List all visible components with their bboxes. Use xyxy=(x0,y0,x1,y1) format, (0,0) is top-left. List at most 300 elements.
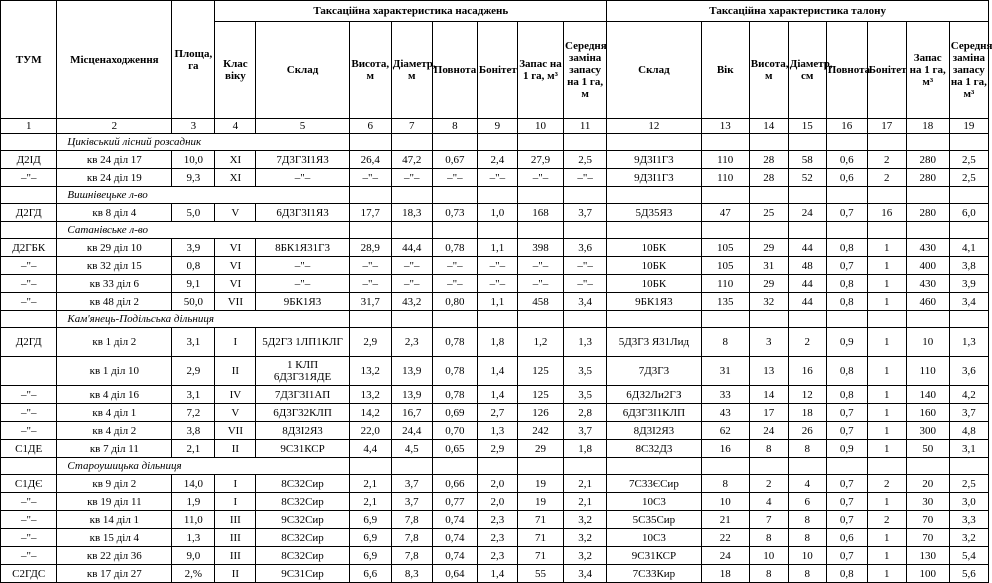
empty-cell xyxy=(826,134,867,151)
table-cell: 3,2 xyxy=(564,511,607,529)
table-cell: 47,2 xyxy=(391,151,432,169)
section-row xyxy=(1,458,989,475)
table-cell: 1,9 xyxy=(172,493,215,511)
col-header-4: Клас віку xyxy=(215,22,256,119)
table-cell: 0,73 xyxy=(432,204,477,222)
empty-cell xyxy=(701,311,749,328)
table-cell: IV xyxy=(215,386,256,404)
table-cell: 10БК xyxy=(607,239,701,257)
table-cell: 2,3 xyxy=(477,511,517,529)
empty-cell xyxy=(949,134,988,151)
empty-cell xyxy=(564,134,607,151)
table-cell: 44 xyxy=(788,275,826,293)
table-cell: 6,6 xyxy=(349,565,391,583)
empty-cell xyxy=(432,222,477,239)
table-cell: кв 32 діл 15 xyxy=(57,257,172,275)
table-cell: 3 xyxy=(749,328,788,357)
table-cell: 2 xyxy=(867,475,906,493)
table-cell: 1 xyxy=(867,422,906,440)
table-cell: 18 xyxy=(788,404,826,422)
table-cell: 2,1 xyxy=(172,440,215,458)
table-row xyxy=(1,275,989,293)
table-cell: кв 1 діл 2 xyxy=(57,328,172,357)
empty-cell xyxy=(826,458,867,475)
table-cell: 3,8 xyxy=(949,257,988,275)
table-cell: III xyxy=(215,547,256,565)
section-row xyxy=(1,311,989,328)
table-cell: 2,5 xyxy=(949,475,988,493)
table-cell: 2,4 xyxy=(477,151,517,169)
table-cell: кв 4 діл 2 xyxy=(57,422,172,440)
table-cell: 2,8 xyxy=(564,404,607,422)
table-cell: 9С31КСР xyxy=(256,440,349,458)
table-cell: 3,2 xyxy=(564,547,607,565)
column-number: 17 xyxy=(867,119,906,134)
table-cell: 1 xyxy=(867,440,906,458)
column-number: 4 xyxy=(215,119,256,134)
table-cell: 2,9 xyxy=(349,328,391,357)
table-row xyxy=(1,440,989,458)
table-cell: 0,7 xyxy=(826,257,867,275)
column-number: 12 xyxy=(607,119,701,134)
table-cell: 8 xyxy=(749,565,788,583)
table-cell: VI xyxy=(215,239,256,257)
table-cell: 430 xyxy=(906,275,949,293)
table-cell: 1,3 xyxy=(564,328,607,357)
empty-cell xyxy=(349,311,391,328)
table-cell: 1,2 xyxy=(517,328,563,357)
table-cell: 8С32Сир xyxy=(256,475,349,493)
col-header-13: Вік xyxy=(701,22,749,119)
table-cell: 2,1 xyxy=(564,475,607,493)
table-cell: Д2ІД xyxy=(1,151,57,169)
column-number: 11 xyxy=(564,119,607,134)
table-cell: 105 xyxy=(701,257,749,275)
empty-cell xyxy=(788,458,826,475)
table-cell: 5С35Сир xyxy=(607,511,701,529)
table-cell: 3,6 xyxy=(564,239,607,257)
table-cell: 24 xyxy=(788,204,826,222)
col-header-10: Запас на 1 га, м³ xyxy=(517,22,563,119)
table-cell: 2,9 xyxy=(477,440,517,458)
table-cell: 0,69 xyxy=(432,404,477,422)
table-cell: 0,8 xyxy=(826,275,867,293)
table-cell: 2,3 xyxy=(477,529,517,547)
table-cell: 50 xyxy=(906,440,949,458)
empty-cell xyxy=(906,134,949,151)
table-row xyxy=(1,511,989,529)
col-header-6: Висота, м xyxy=(349,22,391,119)
col-header-16: Повнота xyxy=(826,22,867,119)
table-cell: 10 xyxy=(749,547,788,565)
empty-cell xyxy=(349,222,391,239)
empty-cell xyxy=(788,134,826,151)
table-cell: 3,7 xyxy=(564,422,607,440)
table-cell: 2 xyxy=(867,169,906,187)
table-cell: 2,% xyxy=(172,565,215,583)
table-row xyxy=(1,204,989,222)
col-header-tum: ТУМ xyxy=(1,1,57,119)
table-cell: 20 xyxy=(906,475,949,493)
table-cell: 0,7 xyxy=(826,404,867,422)
table-cell: 25 xyxy=(749,204,788,222)
empty-cell xyxy=(701,187,749,204)
table-cell: –"– xyxy=(349,275,391,293)
table-cell: 71 xyxy=(517,547,563,565)
table-cell: 6,0 xyxy=(949,204,988,222)
table-cell: 430 xyxy=(906,239,949,257)
empty-cell xyxy=(477,134,517,151)
table-cell: 398 xyxy=(517,239,563,257)
table-cell: 3,4 xyxy=(949,293,988,311)
table-row xyxy=(1,422,989,440)
table-cell: 10 xyxy=(701,493,749,511)
table-cell: –"– xyxy=(517,275,563,293)
table-cell: 3,7 xyxy=(391,475,432,493)
table-cell: 9,0 xyxy=(172,547,215,565)
table-cell: 5Д3Г3 Я31Лид xyxy=(607,328,701,357)
table-cell: 0,78 xyxy=(432,386,477,404)
table-cell: 0,8 xyxy=(826,386,867,404)
table-cell: –"– xyxy=(1,275,57,293)
table-cell: 7 xyxy=(749,511,788,529)
table-cell: 19 xyxy=(517,493,563,511)
table-cell: 1 xyxy=(867,328,906,357)
table-cell: 2 xyxy=(749,475,788,493)
table-cell: 10 xyxy=(788,547,826,565)
table-cell: 10 xyxy=(906,328,949,357)
empty-cell xyxy=(349,134,391,151)
empty-cell xyxy=(391,134,432,151)
table-cell: 29 xyxy=(749,275,788,293)
column-number: 8 xyxy=(432,119,477,134)
table-cell: –"– xyxy=(349,169,391,187)
table-cell: кв 24 діл 19 xyxy=(57,169,172,187)
table-cell: 2,0 xyxy=(477,493,517,511)
table-cell: 13,9 xyxy=(391,386,432,404)
group-header-talon: Таксаційна характеристика талону xyxy=(607,1,989,22)
empty-cell xyxy=(826,311,867,328)
table-cell: 31 xyxy=(701,357,749,386)
table-cell: 458 xyxy=(517,293,563,311)
table-cell: VII xyxy=(215,422,256,440)
table-cell: 8 xyxy=(788,440,826,458)
column-number: 10 xyxy=(517,119,563,134)
table-cell: –"– xyxy=(564,169,607,187)
table-cell: 10С3 xyxy=(607,493,701,511)
col-header-14: Висота, м xyxy=(749,22,788,119)
empty-cell xyxy=(564,222,607,239)
section-row xyxy=(1,222,989,239)
empty-cell xyxy=(906,458,949,475)
table-cell: С1ДЄ xyxy=(1,475,57,493)
table-cell: 6,9 xyxy=(349,511,391,529)
table-cell: 44,4 xyxy=(391,239,432,257)
table-cell: –"– xyxy=(1,511,57,529)
table-cell: –"– xyxy=(564,257,607,275)
table-cell: 3,6 xyxy=(949,357,988,386)
table-cell: –"– xyxy=(1,493,57,511)
table-cell: кв 48 діл 2 xyxy=(57,293,172,311)
section-label: Циківський лісний розсадник xyxy=(57,134,349,151)
empty-cell xyxy=(949,311,988,328)
table-cell: I xyxy=(215,475,256,493)
table-cell: 6Д3Г3І1Я3 xyxy=(256,204,349,222)
table-row xyxy=(1,493,989,511)
table-cell: С2ГДС xyxy=(1,565,57,583)
table-cell: 14 xyxy=(749,386,788,404)
table-cell: С1ДЕ xyxy=(1,440,57,458)
table-row xyxy=(1,169,989,187)
table-cell: 1 xyxy=(867,493,906,511)
table-cell: 110 xyxy=(701,275,749,293)
table-cell: 1,8 xyxy=(564,440,607,458)
table-row xyxy=(1,257,989,275)
table-cell: кв 29 діл 10 xyxy=(57,239,172,257)
table-cell: 2,3 xyxy=(391,328,432,357)
table-cell: 16 xyxy=(788,357,826,386)
empty-cell xyxy=(1,187,57,204)
empty-cell xyxy=(517,134,563,151)
table-cell: 26,4 xyxy=(349,151,391,169)
table-cell: кв 7 діл 11 xyxy=(57,440,172,458)
table-cell: 13,2 xyxy=(349,386,391,404)
group-header-plantation: Таксаційна характеристика насаджень xyxy=(215,1,607,22)
table-cell: 8 xyxy=(788,565,826,583)
table-cell: 22 xyxy=(701,529,749,547)
table-cell: 0,74 xyxy=(432,547,477,565)
table-cell: II xyxy=(215,357,256,386)
table-cell: V xyxy=(215,404,256,422)
table-cell: III xyxy=(215,511,256,529)
empty-cell xyxy=(477,222,517,239)
empty-cell xyxy=(788,187,826,204)
empty-cell xyxy=(349,458,391,475)
table-cell: 9С31КСР xyxy=(607,547,701,565)
table-cell: –"– xyxy=(1,547,57,565)
table-cell: 44 xyxy=(788,293,826,311)
table-cell: 0,66 xyxy=(432,475,477,493)
table-cell: кв 17 діл 27 xyxy=(57,565,172,583)
table-cell: 3,4 xyxy=(564,565,607,583)
table-cell: II xyxy=(215,440,256,458)
table-cell: 71 xyxy=(517,511,563,529)
table-cell: II xyxy=(215,565,256,583)
table-cell: 8 xyxy=(749,440,788,458)
table-cell: 100 xyxy=(906,565,949,583)
empty-cell xyxy=(517,311,563,328)
table-cell: –"– xyxy=(432,257,477,275)
table-cell: 0,8 xyxy=(826,565,867,583)
table-cell: 17 xyxy=(749,404,788,422)
table-cell: 17,7 xyxy=(349,204,391,222)
table-row xyxy=(1,404,989,422)
table-cell: –"– xyxy=(256,275,349,293)
table-cell: 1,0 xyxy=(477,204,517,222)
table-cell: 0,7 xyxy=(826,547,867,565)
table-cell: –"– xyxy=(1,404,57,422)
empty-cell xyxy=(391,458,432,475)
table-cell: 10БК xyxy=(607,275,701,293)
table-cell: 1,3 xyxy=(172,529,215,547)
table-cell: 9,1 xyxy=(172,275,215,293)
table-cell: 7,8 xyxy=(391,529,432,547)
empty-cell xyxy=(477,187,517,204)
empty-cell xyxy=(391,222,432,239)
col-header-location: Місценаходження xyxy=(57,1,172,119)
empty-cell xyxy=(867,311,906,328)
table-cell: кв 24 діл 17 xyxy=(57,151,172,169)
table-cell: 27,9 xyxy=(517,151,563,169)
table-cell: 14,2 xyxy=(349,404,391,422)
table-cell: 105 xyxy=(701,239,749,257)
section-label: Вишнівецьке л-во xyxy=(57,187,349,204)
table-cell: 19 xyxy=(517,475,563,493)
empty-cell xyxy=(607,458,701,475)
table-cell: 26 xyxy=(788,422,826,440)
table-cell: 44 xyxy=(788,239,826,257)
table-cell: 4,4 xyxy=(349,440,391,458)
table-cell: 24 xyxy=(749,422,788,440)
column-number: 15 xyxy=(788,119,826,134)
table-cell: 0,8 xyxy=(172,257,215,275)
table-cell: 5,6 xyxy=(949,565,988,583)
table-cell: 3,1 xyxy=(172,386,215,404)
table-cell: –"– xyxy=(391,257,432,275)
section-row xyxy=(1,134,989,151)
table-cell: 22,0 xyxy=(349,422,391,440)
table-cell: 7Д3Г3І1Я3 xyxy=(256,151,349,169)
empty-cell xyxy=(564,187,607,204)
table-cell: –"– xyxy=(517,257,563,275)
table-cell: 6,9 xyxy=(349,547,391,565)
table-cell: 7С33Кир xyxy=(607,565,701,583)
table-cell: 0,8 xyxy=(826,293,867,311)
table-cell: 13,2 xyxy=(349,357,391,386)
empty-cell xyxy=(826,222,867,239)
table-cell: 3,1 xyxy=(172,328,215,357)
table-cell: 0,74 xyxy=(432,529,477,547)
table-cell: 9С32Сир xyxy=(256,511,349,529)
table-cell: 110 xyxy=(701,169,749,187)
table-cell: ХІ xyxy=(215,151,256,169)
table-cell: кв 1 діл 10 xyxy=(57,357,172,386)
table-cell: 9БК1Я3 xyxy=(607,293,701,311)
empty-cell xyxy=(788,222,826,239)
table-cell: 3,7 xyxy=(949,404,988,422)
table-cell: 3,4 xyxy=(564,293,607,311)
empty-cell xyxy=(432,187,477,204)
table-cell: –"– xyxy=(517,169,563,187)
empty-cell xyxy=(477,311,517,328)
table-cell: 16 xyxy=(867,204,906,222)
table-cell: 0,6 xyxy=(826,529,867,547)
table-cell: 43 xyxy=(701,404,749,422)
table-cell: 1 xyxy=(867,293,906,311)
table-cell: 3,7 xyxy=(564,204,607,222)
col-header-11: Середня заміна запасу на 1 га, м xyxy=(564,22,607,119)
table-cell: кв 9 діл 2 xyxy=(57,475,172,493)
table-cell: 28 xyxy=(749,169,788,187)
table-cell: 160 xyxy=(906,404,949,422)
table-cell: –"– xyxy=(256,257,349,275)
col-header-9: Бонітет xyxy=(477,22,517,119)
table-cell: Д2ГБК xyxy=(1,239,57,257)
table-cell: 8Д3І2Я3 xyxy=(256,422,349,440)
table-cell: 7Д3Г3 xyxy=(607,357,701,386)
table-cell: 1,4 xyxy=(477,565,517,583)
table-cell: 8 xyxy=(788,511,826,529)
column-number: 18 xyxy=(906,119,949,134)
empty-cell xyxy=(867,222,906,239)
table-cell: 1,4 xyxy=(477,386,517,404)
table-cell: VI xyxy=(215,257,256,275)
column-number: 13 xyxy=(701,119,749,134)
table-cell: 242 xyxy=(517,422,563,440)
table-cell: 32 xyxy=(749,293,788,311)
empty-cell xyxy=(517,458,563,475)
table-cell: 0,8 xyxy=(826,239,867,257)
table-cell: 3,9 xyxy=(172,239,215,257)
table-cell: 125 xyxy=(517,386,563,404)
table-cell: 50,0 xyxy=(172,293,215,311)
table-cell: –"– xyxy=(1,169,57,187)
table-cell: 29 xyxy=(517,440,563,458)
table-cell: 2,5 xyxy=(564,151,607,169)
empty-cell xyxy=(607,222,701,239)
table-cell: –"– xyxy=(564,275,607,293)
table-cell: 1 xyxy=(867,357,906,386)
table-cell: 6 xyxy=(788,493,826,511)
table-row xyxy=(1,328,989,357)
empty-cell xyxy=(477,458,517,475)
table-cell: 8,3 xyxy=(391,565,432,583)
table-cell: 3,3 xyxy=(949,511,988,529)
table-cell: 24 xyxy=(701,547,749,565)
table-cell: 0,8 xyxy=(826,357,867,386)
empty-cell xyxy=(607,311,701,328)
table-cell: 2 xyxy=(867,511,906,529)
table-cell: 31 xyxy=(749,257,788,275)
table-cell: 0,67 xyxy=(432,151,477,169)
table-cell: 0,78 xyxy=(432,357,477,386)
table-cell: 24,4 xyxy=(391,422,432,440)
empty-cell xyxy=(1,458,57,475)
table-row xyxy=(1,386,989,404)
column-number: 2 xyxy=(57,119,172,134)
table-cell: 52 xyxy=(788,169,826,187)
table-cell: 1 xyxy=(867,275,906,293)
table-cell: 29 xyxy=(749,239,788,257)
table-cell: 9Д3І1Г3 xyxy=(607,169,701,187)
table-cell: –"– xyxy=(349,257,391,275)
section-row xyxy=(1,187,989,204)
table-cell: 0,9 xyxy=(826,328,867,357)
table-row xyxy=(1,293,989,311)
table-cell: 2 xyxy=(867,151,906,169)
table-cell: 2,1 xyxy=(564,493,607,511)
table-cell: 1 xyxy=(867,257,906,275)
table-cell: кв 19 діл 11 xyxy=(57,493,172,511)
empty-cell xyxy=(867,458,906,475)
table-cell: I xyxy=(215,328,256,357)
table-row xyxy=(1,357,989,386)
table-cell: 8Д3І2Я3 xyxy=(607,422,701,440)
table-cell: VII xyxy=(215,293,256,311)
empty-cell xyxy=(517,222,563,239)
empty-cell xyxy=(949,187,988,204)
table-cell: V xyxy=(215,204,256,222)
